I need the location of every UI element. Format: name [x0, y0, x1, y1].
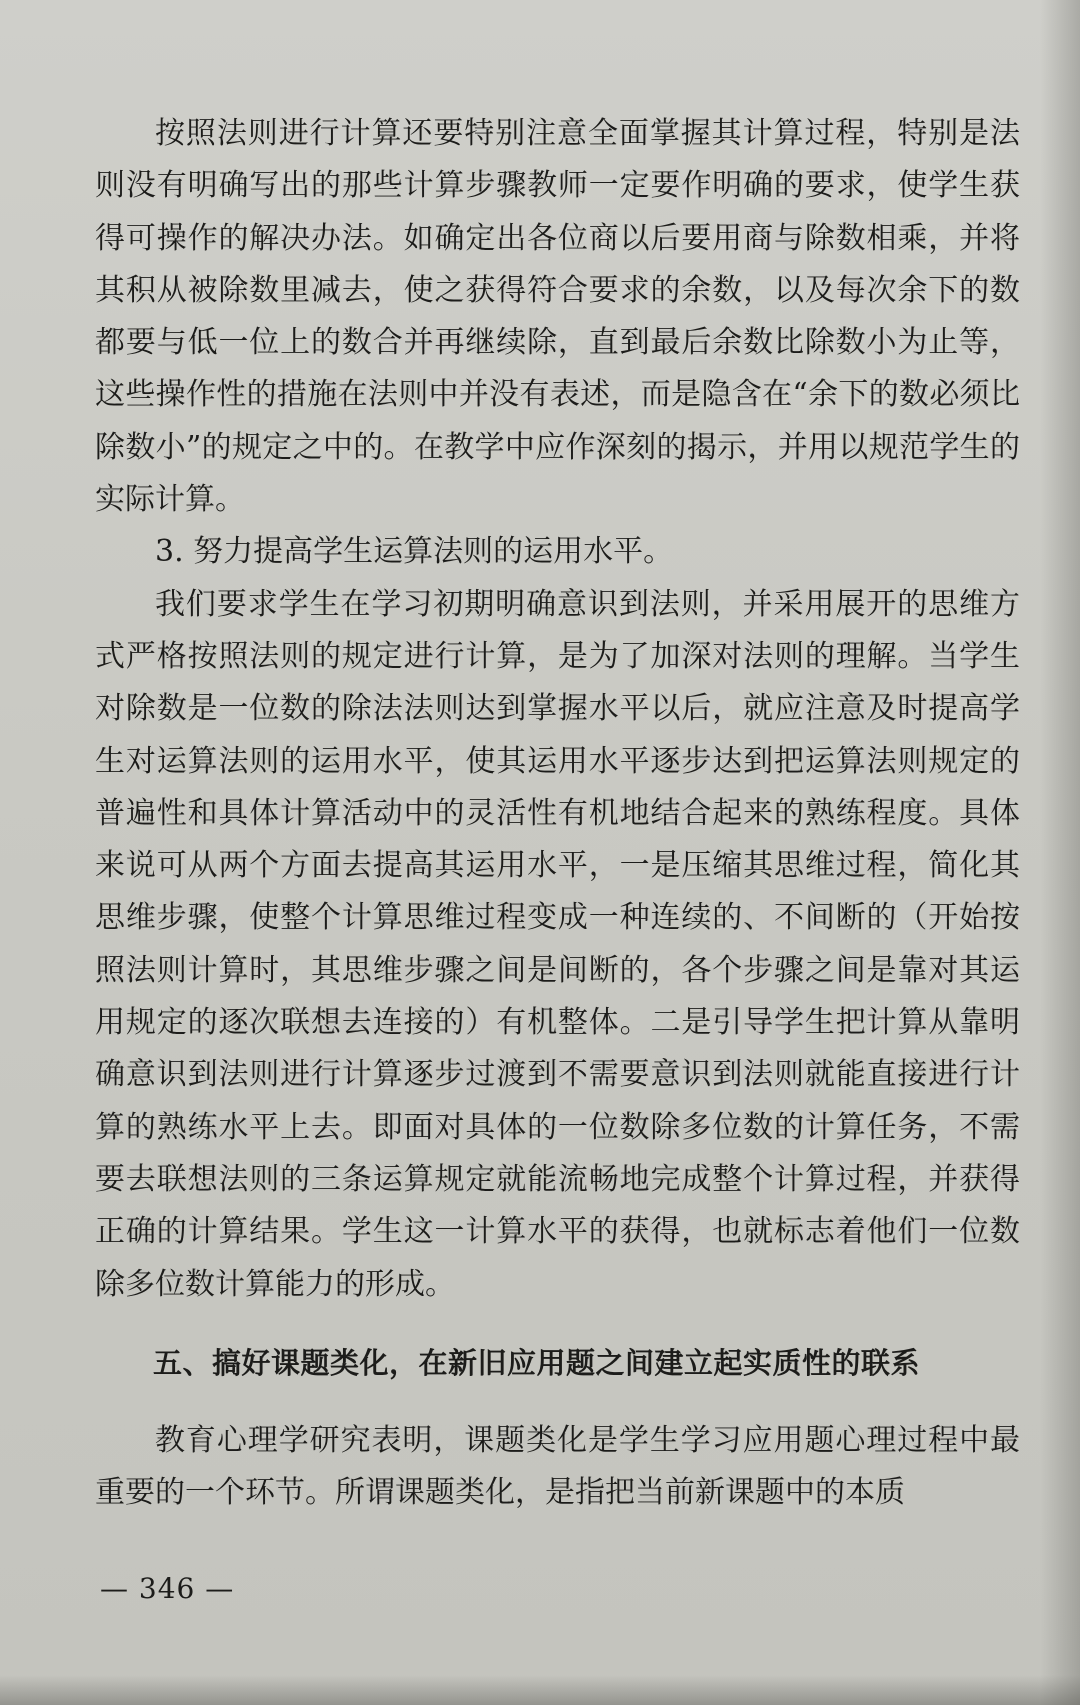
section-heading-5: 五、搞好课题类化，在新旧应用题之间建立起实质性的联系	[153, 1345, 921, 1380]
page-number: — 346 —	[100, 1572, 235, 1605]
body-text	[95, 108, 1020, 1520]
paragraph-problem-classification: 教育心理学研究表明，课题类化是学生学习应用题心理过程中最重要的一个环节。所谓课题类化，是指把当前新课题中的本质	[95, 1423, 1020, 1511]
paragraph-calculation-process: 按照法则进行计算还要特别注意全面掌握其计算过程，特别是法则没有明确写出的那些计算步骤教师一定要作明确的要求，使学生获得可操作的解决办法。如确定出各位商以后要用商与除数相乘，并将其积从被除数里减去，使之获得符合要求的余数，以及每次余下的数都要与低一位上的数合并再继续除，直到最后余数比除数小为止等，这些操作性的措施在法则中并没有表述，而是隐含在“余下的数必须比除数小”的规定之中的。在教学中应作深刻的揭示，并用以规范学生的实际计算。	[95, 116, 1020, 518]
paragraph-rule-application: 我们要求学生在学习初期明确意识到法则，并采用展开的思维方式严格按照法则的规定进行计算，是为了加深对法则的理解。当学生对除数是一位数的除法法则达到掌握水平以后，就应注意及时提高学生对运算法则的运用水平，使其运用水平逐步达到把运算法则规定的普遍性和具体计算活动中的灵活性有机地结合起来的熟练程度。具体来说可从两个方面去提高其运用水平，一是压缩其思维过程，简化其思维步骤，使整个计算思维过程变成一种连续的、不间断的（开始按照法则计算时，其思维步骤之间是间断的，各个步骤之间是靠对其运用规定的逐次联想去连接的）有机整体。二是引导学生把计算从靠明确意识到法则进行计算逐步过渡到不需要意识到法则就能直接进行计算的熟练水平上去。即面对具体的一位数除多位数的计算任务，不需要去联想法则的三条运算规定就能流畅地完成整个计算过程，并获得正确的计算结果。学生这一计算水平的获得，也就标志着他们一位数除多位数计算能力的形成。	[95, 586, 1020, 1302]
numbered-point-3: 3. 努力提高学生运算法则的运用水平。	[155, 534, 674, 570]
